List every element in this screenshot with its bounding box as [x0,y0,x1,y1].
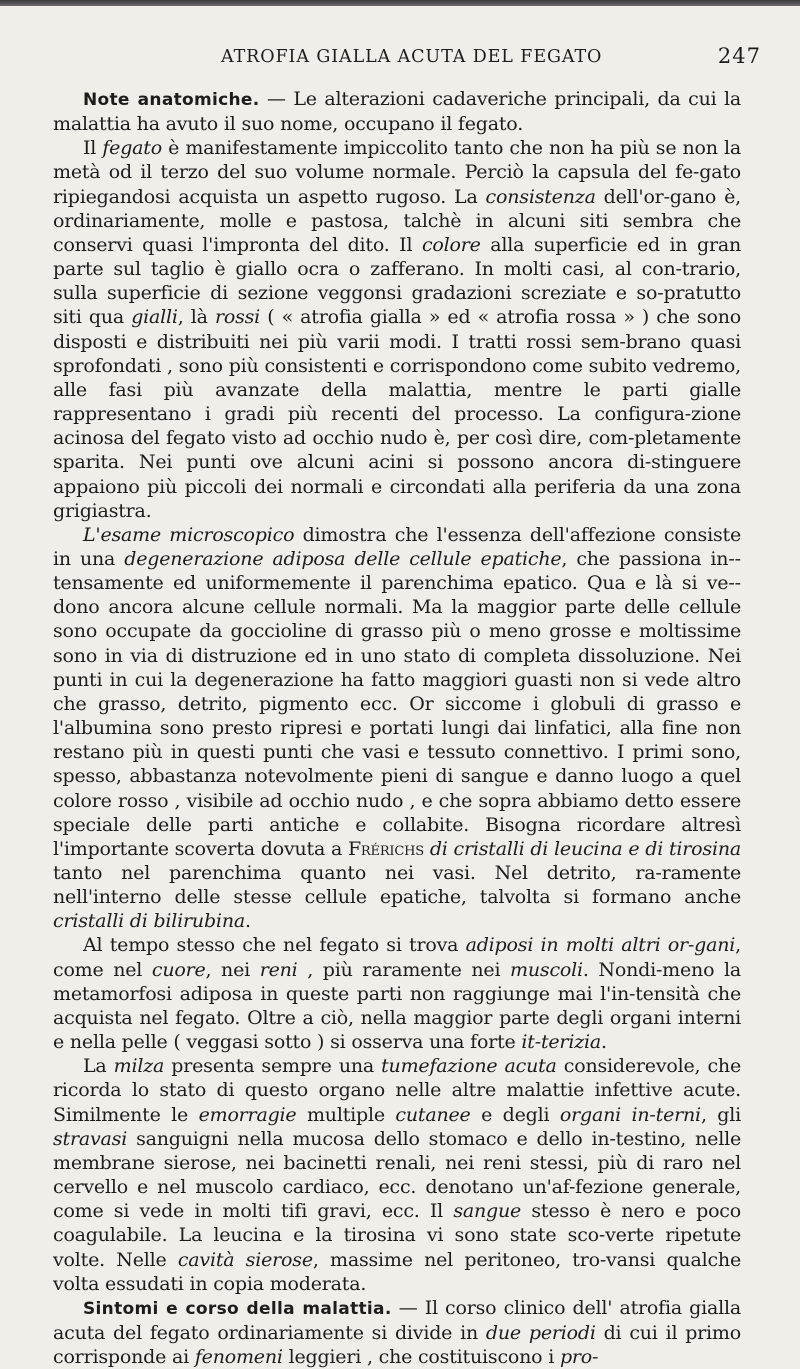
text-run: , gli [700,1103,741,1126]
italic-term: pro- [559,1346,599,1369]
text-run: , massime nel peritoneo, tro-vansi qualche volta essudati in copia moderata. [53,1248,741,1295]
text-run: dimostra che l'essenza dell'affezione consiste in una [53,523,741,570]
text-run: , là [177,306,215,329]
paragraph-sintomi-corso [53,1296,741,1369]
text-run: e degli [470,1103,560,1126]
italic-term: it-terizia [521,1031,602,1054]
text-run: Al tempo stesso che nel fegato si trova [83,934,466,957]
body-text [53,87,741,1369]
text-run: — Le alterazioni cadaveriche principali, da cui la malattia ha avuto il suo nome, occupano il fegato. [53,88,741,136]
italic-term: L'esame microscopico [83,523,295,546]
italic-term: sangue [453,1200,522,1223]
text-run: dell'or-gano è, ordinariamente, molle e pastosa, talchè in alcuni siti sembra che conservi quasi l'impronta del dito. Il [53,185,741,256]
text-run: Il [83,137,103,160]
text-run: . [244,910,251,933]
text-run: tanto nel parenchima quanto nei vasi. Nel detrito, ra-ramente nell'interno delle stesse cellule epatiche, talvolta si formano anche [53,862,741,909]
italic-term: organi in-terni [559,1103,701,1126]
italic-term: consistenza [485,185,596,208]
page-header [0,44,800,71]
text-run: . [601,1031,607,1054]
text-run: presenta sempre una [164,1055,382,1078]
paragraph-milza [53,1054,741,1296]
text-run: multiple [296,1103,396,1126]
italic-term: due periodi [485,1321,596,1344]
italic-term: cavità sierose [177,1248,313,1271]
author-name: Frérichs [347,837,424,860]
italic-term: colore [421,233,481,256]
text-run: considerevole, che ricorda lo stato di questo organo nelle altre malattie infettive acute. Similmente le [53,1055,741,1126]
text-run: ( « atrofia gialla » ed « atrofia rossa » ) che sono disposti e distribuiti nei più varii modi. I tratti rossi sem-brano quasi sprofondati , sono più consistenti e corrispondono come subito vedremo, alle fasi più avanzate della malattia, mentre le parti gialle rappresentano i gradi più recenti del processo. La configura-zione acinosa del fegato visto ad occhio nudo è, per così dire, com-pletamente sparita. Nei punti ove alcuni acini si possono ancora di-stinguere appaiono più piccoli dei normali e circondati alla periferia da una zona grigiastra. [53,306,742,522]
text-run: è manifestamente impiccolito tanto che non ha più se non la metà od il terzo del suo volume normale. Perciò la capsula del fe-gato ripiegandosi acquista un aspetto rugoso. La [53,137,741,208]
text-run: , nei [205,958,260,981]
text-run: , come nel [53,934,742,981]
text-run: sanguigni nella mucosa dello stomaco e dello in-testino, nelle membrane sierose, nei bacinetti renali, nei reni stessi, più di raro nel cervello e nel muscolo cardiaco, ecc. denotano un'af-fezione generale, come si vede in molti tifi gravi, ecc. Il [53,1127,741,1223]
italic-term: adiposi in molti altri or-gani [465,934,736,957]
italic-term: rossi [214,306,261,329]
running-title: ATROFIA GIALLA ACUTA DEL FEGATO [221,47,603,67]
text-run: leggieri , che costituiscono i [282,1346,560,1369]
text-run: di cui il primo corrisponde ai [53,1321,741,1369]
section-run-in-heading: Sintomi e corso della malattia. [83,1298,392,1319]
italic-term: muscoli [510,958,583,981]
text-run: stesso è nero e poco coagulabile. La leucina e la tirosina vi sono state sco-verte ripetute volte. Nelle [53,1200,741,1271]
text-run: La [83,1055,114,1078]
italic-term: cutanee [395,1103,471,1126]
text-run: , più raramente nei [297,958,511,981]
italic-term: degenerazione adiposa delle cellule epatiche [124,547,562,570]
italic-term: fenomeni [194,1346,283,1369]
italic-term: cuore [151,958,206,981]
page-number: 247 [717,44,761,68]
italic-term: tumefazione acuta [381,1055,557,1078]
italic-term: di cristalli di leucina e di tirosina [429,837,741,860]
italic-term: fegato [102,137,162,160]
paragraph-adiposi-altri-organi [53,933,741,1054]
text-run: , che passiona in-tensamente ed uniformemente il parenchima epatico. Qua e là si ve-dono ancora alcune cellule normali. Ma la maggior parte delle cellule sono occupate da goccioline di grasso più o meno grosse e moltissime sono in via di distruzione ed in uno stato di completa dissoluzione. Nei punti in cui la degenerazione ha fatto maggiori guasti non si vede altro che grasso, detrito, pigmento ecc. Or siccome i globuli di grasso e l'albumina sono presto ripresi e portati lungi dai linfatici, alla fine non restano più in questi punti che vasi e tessuto connettivo. I primi sono, spesso, abbastanza notevolmente pieni di sangue e danno luogo a quel colore rosso , visibile ad occhio nudo , e che sopra abbiamo detto essere speciale delle parti antiche e collabite. Bisogna ricordare altresì l'importante scoverta dovuta a [53,547,741,860]
page-top-edge [0,0,800,6]
italic-term: reni [259,958,298,981]
paragraph-note-anatomiche [53,87,741,136]
text-run: alla superficie ed in gran parte sul taglio è giallo ocra o zafferano. In molti casi, al con-trario, sulla superficie di sezione veggonsi gradazioni screziate e so-pratutto siti qua [53,233,741,329]
italic-term: stravasi [53,1127,128,1150]
text-run: . Nondi-meno la metamorfosi adiposa in queste parti non raggiunge mai l'in-tensità che acquista nel fegato. Oltre a ciò, nella maggior parte degli organi interni e nella pelle ( veggasi sotto ) si osserva una forte [53,958,741,1054]
paragraph-esame-microscopico [53,523,741,934]
section-run-in-heading: Note anatomiche. [83,90,260,110]
italic-term: cristalli di bilirubina [53,910,245,933]
text-run: — Il corso clinico dell' atrofia gialla acuta del fegato ordinariamente si divide in [53,1296,741,1344]
italic-term: gialli [131,306,178,329]
italic-term: emorragie [198,1103,297,1126]
paragraph-fegato [53,136,741,523]
italic-term: milza [113,1055,165,1078]
